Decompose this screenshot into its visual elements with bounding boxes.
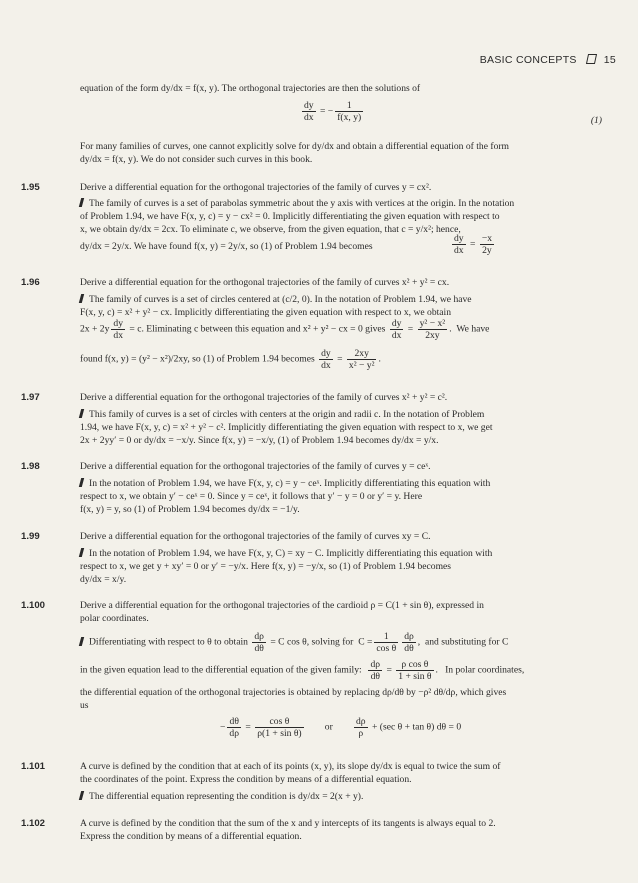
problem-number: 1.98: [21, 461, 40, 472]
square-icon: [586, 54, 597, 64]
solution-line: This family of curves is a set of circles with centers at the origin and radii c. In the notation of Problem: [80, 408, 582, 421]
solution-line: respect to x, we obtain y′ − ceˣ = 0. Since y = ceˣ, it follows that y′ − y = 0 or y′ = y. Here: [80, 491, 423, 502]
intro-line-3: dy/dx = f(x, y). We do not consider such curves in this book.: [80, 154, 313, 165]
running-header: [480, 54, 616, 67]
solution-line: In the notation of Problem 1.94, we have F(x, y, c) = y − ceˣ. Implicitly differentiating this equation with: [80, 477, 582, 490]
problem-statement: Derive a differential equation for the orthogonal trajectories of the family of curves x² + y² = c².: [80, 392, 448, 403]
problem-number: 1.100: [21, 600, 46, 611]
solution-line: found f(x, y) = (y² − x²)/2xy, so (1) of Problem 1.94 becomes $\frac{dy}{dx}$ = $\frac{2xy}{\text{x² − y²}}$ .: [80, 348, 381, 371]
problem-statement: Derive a differential equation for the orthogonal trajectories of the family of curves xy = C.: [80, 531, 431, 542]
solution-line: dy/dx = 2y/x. We have found f(x, y) = 2y/x, so (1) of Problem 1.94 becomes: [80, 241, 373, 252]
final-equation: $\frac{dy}{dx}$ = $\frac{-x}{2y}$: [454, 233, 493, 256]
solution-line: f(x, y) = y, so (1) of Problem 1.94 becomes dy/dx = −1/y.: [80, 504, 300, 515]
solution-line: 2x + 2y $\frac{dy}{dx}$ = c. Eliminating c between this equation and x² + y² − cx = 0 gives $\frac{dy}{dx}$ = $\frac{\text{y² − x²}}{2xy}$ . We have: [80, 318, 490, 341]
solution-line: 1.94, we have F(x, y, c) = x² + y² − c². Implicitly differentiating the given equation with respect to x, we get: [80, 422, 493, 433]
solution-line: 2x + 2yy′ = 0 or dy/dx = −x/y. Since f(x, y) = −x/y, (1) of Problem 1.94 becomes dy/dx = y/x.: [80, 435, 439, 446]
equation-label: (1): [590, 115, 602, 126]
solution-line: dy/dx = x/y.: [80, 574, 127, 585]
solution-marker-icon: [79, 637, 84, 646]
solution-marker-icon: [79, 294, 84, 303]
problem-statement: Derive a differential equation for the orthogonal trajectories of the family of curves y = cx².: [80, 182, 432, 193]
problem-number: 1.99: [21, 531, 40, 542]
solution-marker-icon: [79, 409, 84, 418]
problem-statement: polar coordinates.: [80, 613, 149, 624]
problem-statement: the coordinates of the point. Express the condition by means of a differential equation.: [80, 774, 412, 785]
problem-statement: A curve is defined by the condition that the sum of the x and y intercepts of its tangents is always equal to 2.: [80, 818, 496, 829]
solution-marker-icon: [79, 791, 84, 800]
solution-line: us: [80, 700, 89, 711]
problem-statement: A curve is defined by the condition that at each of its points (x, y), its slope dy/dx is equal to twice the sum of: [80, 761, 501, 772]
solution-marker-icon: [79, 548, 84, 557]
problem-number: 1.96: [21, 277, 40, 288]
problem-number: 1.97: [21, 392, 40, 403]
problem-statement: Express the condition by means of a differential equation.: [80, 831, 302, 842]
solution-marker-icon: [79, 198, 84, 207]
final-equation: − $\frac{d\theta}{d\rho}$ = $\frac{\text{cos θ}}{\text{ρ(1 + sin θ)}}$ or $\frac{d\rho}{\rho}$ + (sec θ + tan θ) dθ = 0: [220, 716, 462, 739]
page-number: 15: [603, 54, 616, 66]
solution-line: F(x, y, c) = x² + y² − cx. Implicitly differentiating the given equation with respect to x, we obtain: [80, 307, 452, 318]
solution-line: x, we obtain dy/dx = 2cx. To eliminate c, we observe, from the given equation, that c = y/x²; hence,: [80, 224, 461, 235]
problem-statement: Derive a differential equation for the orthogonal trajectories of the family of curves x² + y² = cx.: [80, 277, 450, 288]
solution-line: in the given equation lead to the differential equation of the given family: $\frac{d\rho}{d\theta}$ = $\frac{\text{ρ cos θ}}{\text{1 + sin θ}}$ . In polar coordinates,: [80, 659, 525, 682]
problem-statement: Derive a differential equation for the orthogonal trajectories of the family of curves y = ceˣ.: [80, 461, 431, 472]
solution-marker-icon: [79, 478, 84, 487]
intro-line-1: equation of the form dy/dx = f(x, y). The orthogonal trajectories are then the solutions of: [80, 83, 421, 94]
solution-line: of Problem 1.94, we have F(x, y, c) = y − cx² = 0. Implicitly differentiating the given equation with respect to: [80, 211, 500, 222]
intro-line-2: For many families of curves, one cannot explicitly solve for dy/dx and obtain a differential equation of the form: [80, 141, 510, 152]
solution-line: The family of curves is a set of parabolas symmetric about the y axis with vertices at the origin. In the notation: [80, 197, 582, 210]
problem-number: 1.95: [21, 182, 40, 193]
solution-line: Differentiating with respect to θ to obtain $\frac{d\rho}{d\theta}$ = C cos θ, solving for C = $\frac{1}{\text{cos θ}}$ $\frac{d\rho}{d\theta}$ , and substituting for C: [80, 631, 508, 654]
solution-line: respect to x, we get y + xy′ = 0 or y′ = −y/x. Here f(x, y) = −y/x, so (1) of Problem 1.94 becomes: [80, 561, 452, 572]
intro-equation: $\frac{dy}{dx}$ = − $\frac{1}{f(x, y)}$: [304, 100, 362, 123]
solution-line: In the notation of Problem 1.94, we have F(x, y, C) = xy − C. Implicitly differentiating this equation with: [80, 547, 582, 560]
solution-line: The family of curves is a set of circles centered at (c/2, 0). In the notation of Problem 1.94, we have: [80, 293, 582, 306]
solution-line: The differential equation representing the condition is dy/dx = 2(x + y).: [80, 790, 582, 803]
problem-statement: Derive a differential equation for the orthogonal trajectories of the cardioid ρ = C(1 + sin θ), expressed in: [80, 600, 484, 611]
problem-number: 1.101: [21, 761, 46, 772]
header-title: BASIC CONCEPTS: [479, 54, 577, 66]
solution-line: the differential equation of the orthogonal trajectories is obtained by replacing dρ/dθ by −ρ² dθ/dρ, which gives: [80, 687, 507, 698]
problem-number: 1.102: [21, 818, 46, 829]
